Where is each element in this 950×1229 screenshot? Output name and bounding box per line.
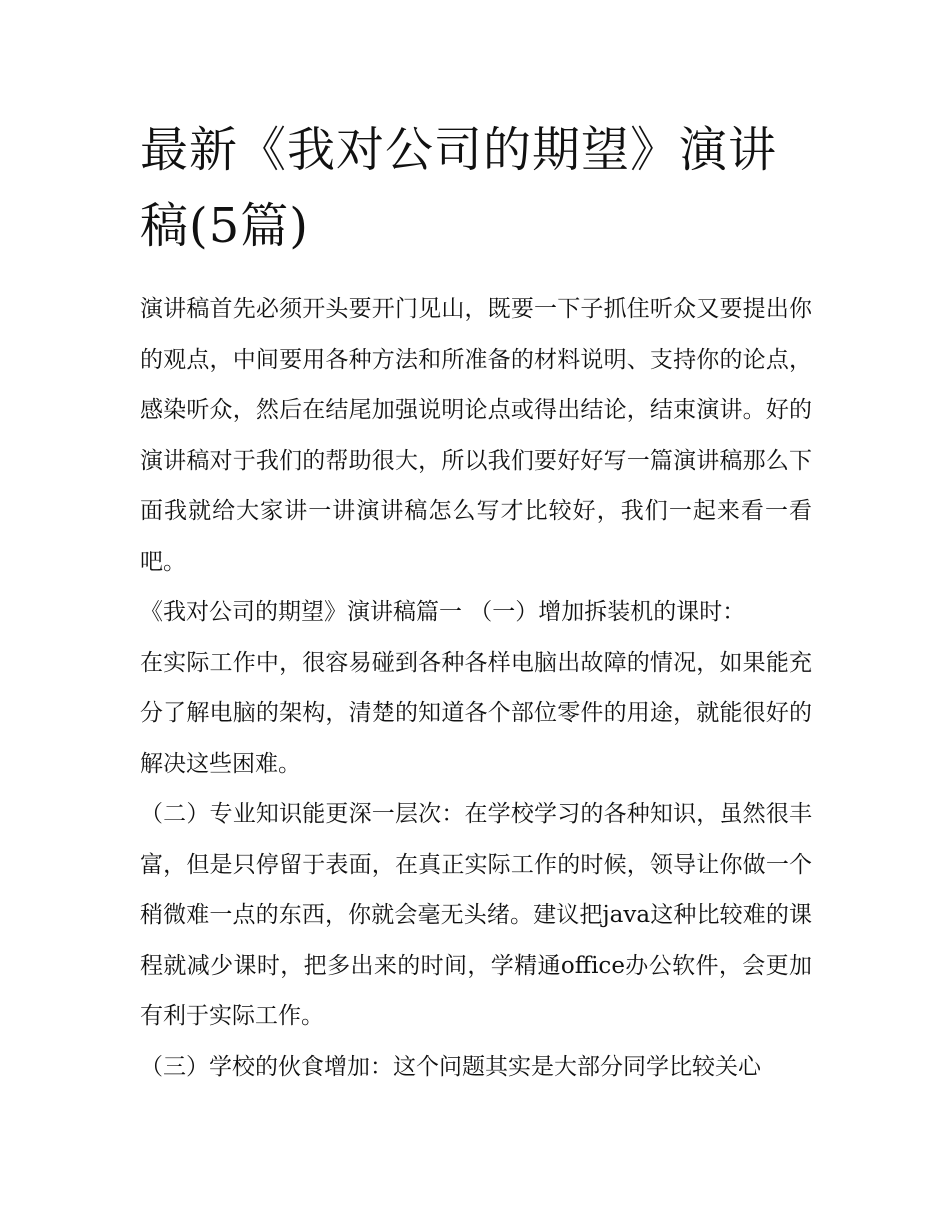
section-one-paragraph: 在实际工作中，很容易碰到各种各样电脑出故障的情况，如果能充分了解电脑的架构，清楚的知道各个部位零件的用途，就能很好的解决这些困难。 bbox=[140, 649, 812, 777]
section-two-paragraph: （二）专业知识能更深一层次：在学校学习的各种知识，虽然很丰富，但是只停留于表面，在真正实际工作的时候，领导让你做一个稍微难一点的东西，你就会毫无头绪。建议把java这种比较难的课程就减少课时，把多出来的时间，学精通office办公软件，会更加有利于实际工作。 bbox=[140, 801, 812, 1029]
document-title: 最新《我对公司的期望》演讲稿(5篇) bbox=[140, 122, 778, 254]
document-body bbox=[140, 112, 812, 1092]
section-three-paragraph: （三）学校的伙食增加：这个问题其实是大部分同学比较关心 bbox=[140, 1053, 761, 1080]
intro-paragraph: 演讲稿首先必须开头要开门见山，既要一下子抓住听众又要提出你的观点，中间要用各种方法和所准备的材料说明、支持你的论点，感染听众，然后在结尾加强说明论点或得出结论，结束演讲。好的演讲稿对于我们的帮助很大，所以我们要好好写一篇演讲稿那么下面我就给大家讲一讲演讲稿怎么写才比较好，我们一起来看一看吧。 bbox=[140, 296, 812, 575]
section-one-heading: 《我对公司的期望》演讲稿篇一 （一）增加拆装机的课时： bbox=[140, 599, 746, 625]
